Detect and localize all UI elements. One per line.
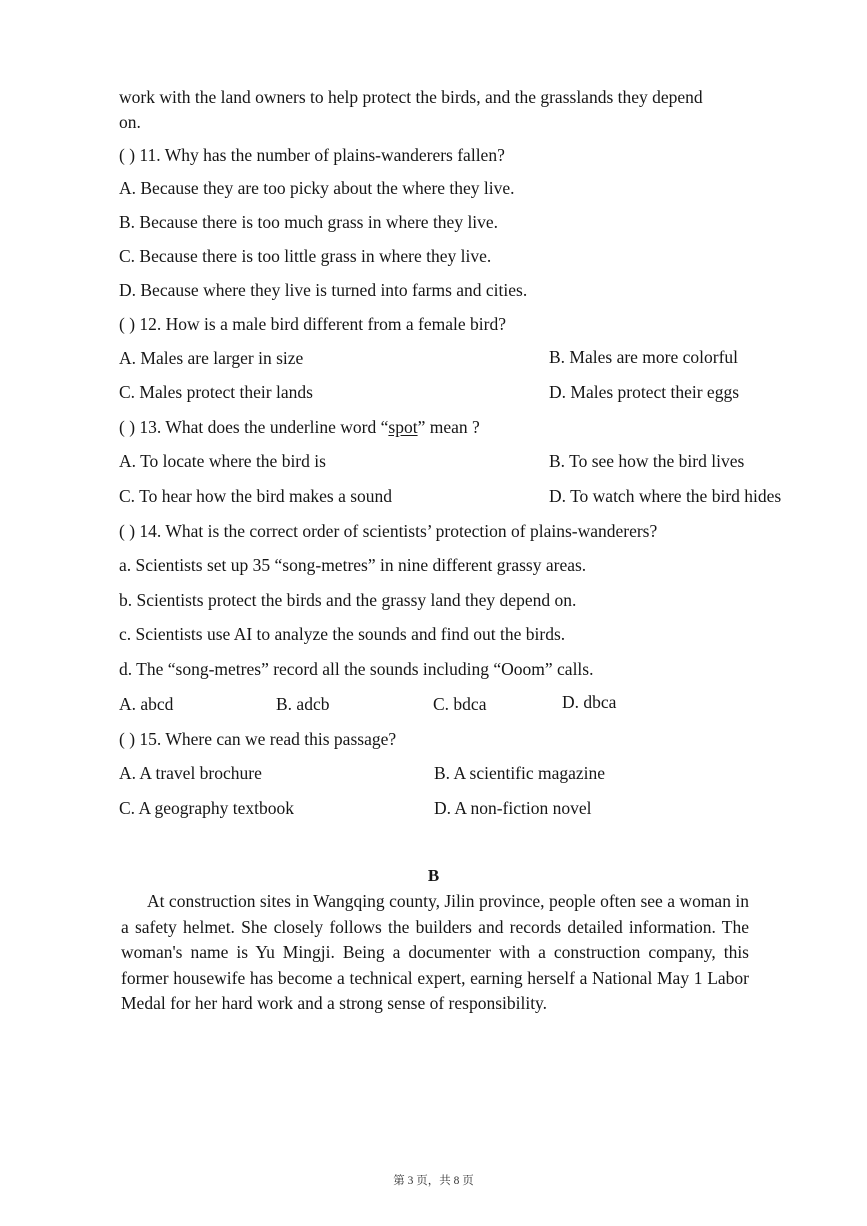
section-b-paragraph-text: At construction sites in Wangqing county, Jilin province, people often see a woman in a safety helmet. She closely follows the builders and records detailed information. The woman's name is Yu Mingji. Being a documenter with a construction company, this former housewife has become a technical expert, earning herself a National May 1 Labor Medal for her hard work and a strong sense of responsibility. (121, 891, 749, 1013)
question-13-option-a: A. To locate where the bird is (119, 451, 326, 471)
question-14-step-b: b. Scientists protect the birds and the grassy land they depend on. (119, 590, 577, 610)
question-14-option-d: D. dbca (562, 692, 617, 712)
passage-continuation-line: work with the land owners to help protect the birds, and the grasslands they depend (119, 87, 703, 107)
question-13-options-row (119, 485, 782, 507)
question-15-options-row (119, 797, 592, 819)
question-12-option-c: C. Males protect their lands (119, 382, 313, 402)
passage-continuation-line: on. (119, 112, 141, 132)
question-11-option-c: C. Because there is too little grass in where they live. (119, 246, 492, 266)
question-15-options-row (119, 762, 606, 784)
section-heading: B (427, 866, 440, 885)
question-11-option-d: D. Because where they live is turned into farms and cities. (119, 280, 528, 300)
question-14-stem: ( ) 14. What is the correct order of scientists’ protection of plains-wanderers? (119, 521, 658, 541)
question-14-step-a: a. Scientists set up 35 “song-metres” in nine different grassy areas. (119, 555, 587, 575)
question-14-options-row (119, 692, 617, 715)
question-11-option-b: B. Because there is too much grass in where they live. (119, 212, 499, 232)
question-13-stem: ( ) 13. What does the underline word “spot” mean ? (119, 417, 480, 437)
question-15-option-a: A. A travel brochure (119, 763, 262, 783)
question-15-stem: ( ) 15. Where can we read this passage? (119, 729, 397, 749)
question-11-option-a: A. Because they are too picky about the where they live. (119, 178, 515, 198)
question-12-option-d: D. Males protect their eggs (549, 382, 740, 402)
question-12-options-row (119, 347, 739, 369)
question-14-step-d: d. The “song-metres” record all the sounds including “Ooom” calls. (119, 659, 594, 679)
question-12-stem: ( ) 12. How is a male bird different from a female bird? (119, 314, 506, 334)
question-12-option-a: A. Males are larger in size (119, 348, 304, 368)
question-14-option-b: B. adcb (276, 694, 330, 714)
question-15-option-b: B. A scientific magazine (434, 763, 606, 783)
question-14-option-a: A. abcd (119, 694, 174, 714)
question-13-option-d: D. To watch where the bird hides (549, 486, 782, 506)
question-14-step-c: c. Scientists use AI to analyze the sounds and find out the birds. (119, 624, 566, 644)
question-14-option-c: C. bdca (433, 694, 487, 714)
question-15-option-d: D. A non-fiction novel (434, 798, 592, 818)
question-12-options-row (119, 381, 740, 403)
question-15-option-c: C. A geography textbook (119, 798, 294, 818)
section-b-paragraph (121, 889, 749, 1017)
question-13-options-row (119, 450, 745, 472)
underlined-word: spot (388, 417, 418, 437)
page-number-footer: 第 3 页，共 8 页 (393, 1175, 474, 1187)
question-11-stem: ( ) 11. Why has the number of plains-wanderers fallen? (119, 145, 505, 165)
question-13-option-c: C. To hear how the bird makes a sound (119, 486, 393, 506)
question-13-option-b: B. To see how the bird lives (549, 451, 745, 471)
question-12-option-b: B. Males are more colorful (549, 347, 739, 367)
